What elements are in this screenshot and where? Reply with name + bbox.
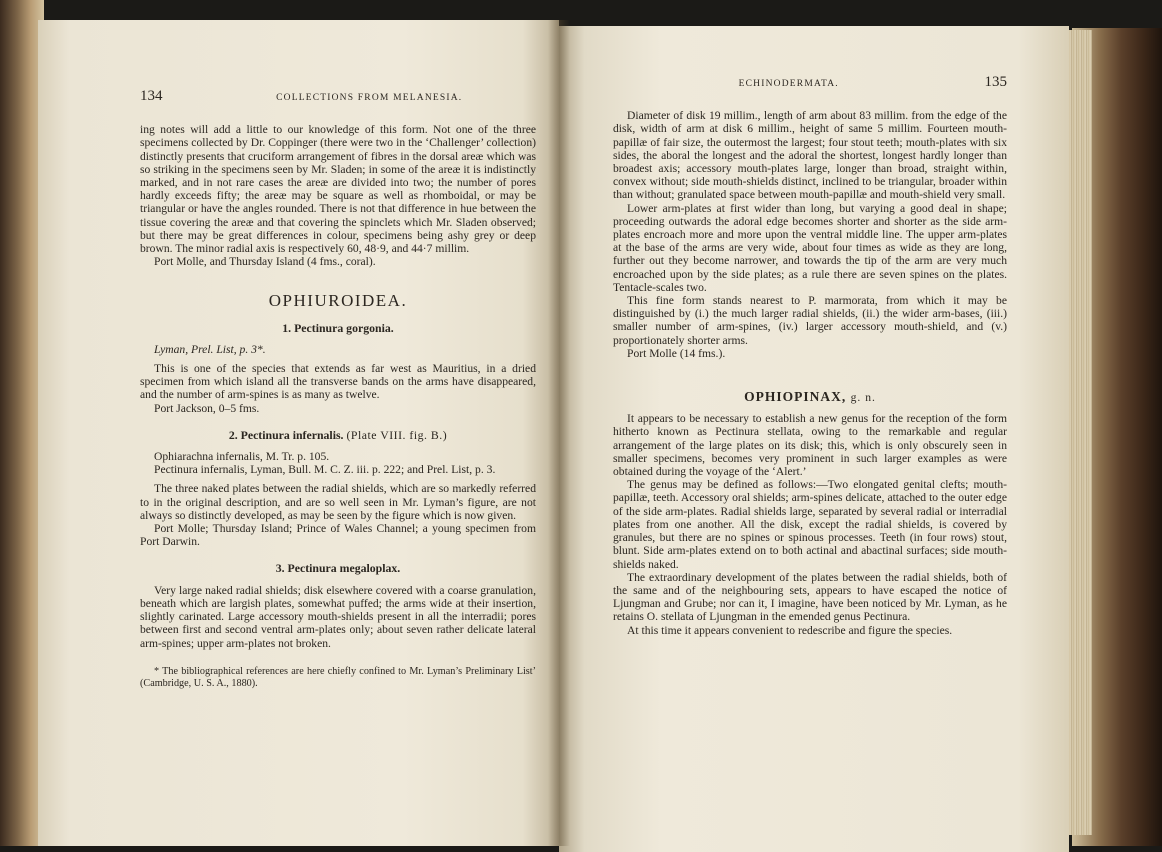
genus-paragraph: At this time it appears convenient to redescribe and figure the species. <box>627 623 953 637</box>
description-paragraph: Diameter of disk 19 millim., length of arm about 83 millim. from the edge of the disk, width of arm at disk 6 millim., height of same 5 millim. Fourteen mouth-papillæ of fair size, the outermost the largest; four stout teeth; mouth-plates with six sides, the aboral the longest and the adoral the shortest, longest hardly longer than broadest axis; accessory mouth-plates large, longer than broad, straight within, convex without; side mouth-shields distinct, inclined to be triangular, broader within than without; granulated space between mouth-papillæ and mouth-shield very small. <box>613 109 1007 202</box>
species-heading <box>140 429 536 442</box>
section-title: OPHIUROIDEA. <box>268 291 408 311</box>
footnote: * The bibliographical references are here chiefly confined to Mr. Lyman’s Preliminary List’ (Cambridge, U. S. A., 1880). <box>140 665 536 689</box>
genus-paragraph: The extraordinary development of the plates between the radial shields, both of the same and of the neighbouring sets, appears to have escaped the notice of Ljungman and Grube; nor can it, I imagine, have been noticed by Mr. Lyman, as he retains O. stellata of Ljungman in the emended genus Pectinura. <box>613 570 1007 624</box>
left-page-content <box>140 90 536 690</box>
species-locality: Port Jackson, 0–5 fms. <box>154 401 260 415</box>
species-number: 1. <box>282 320 292 335</box>
species-name: Pectinura gorgonia. <box>294 320 394 335</box>
plate-reference: (Plate VIII. fig. B.) <box>346 427 448 442</box>
species-paragraph: Very large naked radial shields; disk elsewhere covered with a coarse granulation, beneath which are largish plates, somewhat puffed; the arms wide at their insertion, slightly carinated. Large accessory mouth-shields present in all the interradii; pores between first and second ventral arm-plates only; about seven rather delicate lateral arm-spines; upper arm-plates not broken. <box>140 583 536 650</box>
right-page-content <box>613 76 1007 637</box>
comparison-paragraph: This fine form stands nearest to P. marmorata, from which it may be distinguished by (i.) the much larger radial shields, (ii.) the wider arm-bases, (iii.) smaller number of arm-spines, (iv.) larger accessory mouth-shield, and (v.) proportionately shorter arms. <box>613 294 1007 347</box>
species-reference: Ophiarachna infernalis, M. Tr. p. 105. <box>154 450 330 464</box>
species-number: 3. <box>275 561 285 576</box>
running-head: ECHINODERMATA. <box>738 79 839 89</box>
species-heading <box>140 322 536 335</box>
genus-heading <box>613 390 1007 404</box>
page-number: 135 <box>984 74 1007 90</box>
genus-definition: The genus may be defined as follows:—Two elongated genital clefts; mouth-papillæ, teeth. Accessory oral shields; arm-spines delicate, attached to the outer edge of the side arm-plates. Radial shields large, separated by several radial or interradial plates from one another. All the disk, except the radial shields, is covered by granules, but there are no spines or spinous processes. Teeth (in four rows) stout, blunt. Side arm-plates extend on to both actinal and abactinal surfaces; side mouth-shields naked. <box>613 478 1007 571</box>
species-paragraph: This is one of the species that extends as far west as Mauritius, in a dried specimen from which island all the transverse bands on the arms have disappeared, and the number of arm-spines is as many as twelve. <box>140 362 536 402</box>
species-reference: Lyman, Prel. List, p. 3*. <box>154 342 266 356</box>
genus-paragraph: It appears to be necessary to establish a new genus for the reception of the form hitherto known as Pectinura stellata, owing to the remarkable and regular arrangement of the large plates on its disk; this, which is only obscurely seen in smaller specimens, becomes very prominent in such larger examples as were obtained during the voyage of the ‘Alert.’ <box>613 412 1007 479</box>
locality: Port Molle (14 fms.). <box>627 346 726 360</box>
right-page <box>559 26 1069 852</box>
description-paragraph: Lower arm-plates at first wider than long, but varying a good deal in shape; proceeding outwards the adoral edge becomes shorter and shorter as the side arm-plates encroach more and more upon the ventral middle line. The upper arm-plates at the base of the arms are very wide, about four times as wide as they are long, further out they become narrower, and towards the tip of the arm are very much encroached upon by the side plates; as a rule there are seven spines on the plates. Tentacle-scales two. <box>613 201 1007 294</box>
species-name: Pectinura infernalis. <box>240 427 344 442</box>
species-number: 2. <box>228 427 238 442</box>
left-page-header <box>140 90 536 105</box>
left-page <box>38 20 559 846</box>
book-gutter <box>548 20 570 846</box>
page-number: 134 <box>140 88 163 104</box>
species-name: Pectinura megaloplax. <box>287 561 401 576</box>
right-page-header <box>613 76 1007 91</box>
species-reference: Pectinura infernalis, Lyman, Bull. M. C. Z. iii. p. 222; and Prel. List, p. 3. <box>154 463 496 477</box>
intro-locality: Port Molle, and Thursday Island (4 fms., coral). <box>154 255 376 269</box>
genus-suffix: g. n. <box>850 391 876 405</box>
intro-paragraph: ing notes will add a little to our knowledge of this form. Not one of the three specimens collected by Dr. Coppinger (there were two in the ‘Challenger’ collection) distinctly presents that cruciform arrangement of fibres in the dorsal areæ which was so striking in the specimens seen by Mr. Sladen; in some of the areæ it is indistinctly marked, and in not rare cases the areæ are divided into two; the number of pores hardly exceeds fifty; the areæ may be square as well as rhomboidal, or may be triangular or have the angles rounded. There is not that difference in hue between the tissue covering the areæ and that covering the spinclets which Mr. Sladen observed; but there may be great differences in colour, specimens being ashy grey or deep brown. The minor radial axis is respectively 60, 48·9, and 44·7 millim. <box>140 123 536 256</box>
species-heading <box>140 562 536 575</box>
genus-name: OPHIOPINAX, <box>744 389 847 405</box>
species-paragraph: The three naked plates between the radial shields, which are so markedly referred to in the original description, and are so well seen in Mr. Lyman’s figure, are not always so distinctly developed, as may be seen by the figure which is now given. <box>140 482 536 522</box>
species-locality: Port Molle; Thursday Island; Prince of Wales Channel; a young specimen from Port Darwin. <box>140 522 536 549</box>
running-head: COLLECTIONS FROM MELANESIA. <box>276 93 463 103</box>
